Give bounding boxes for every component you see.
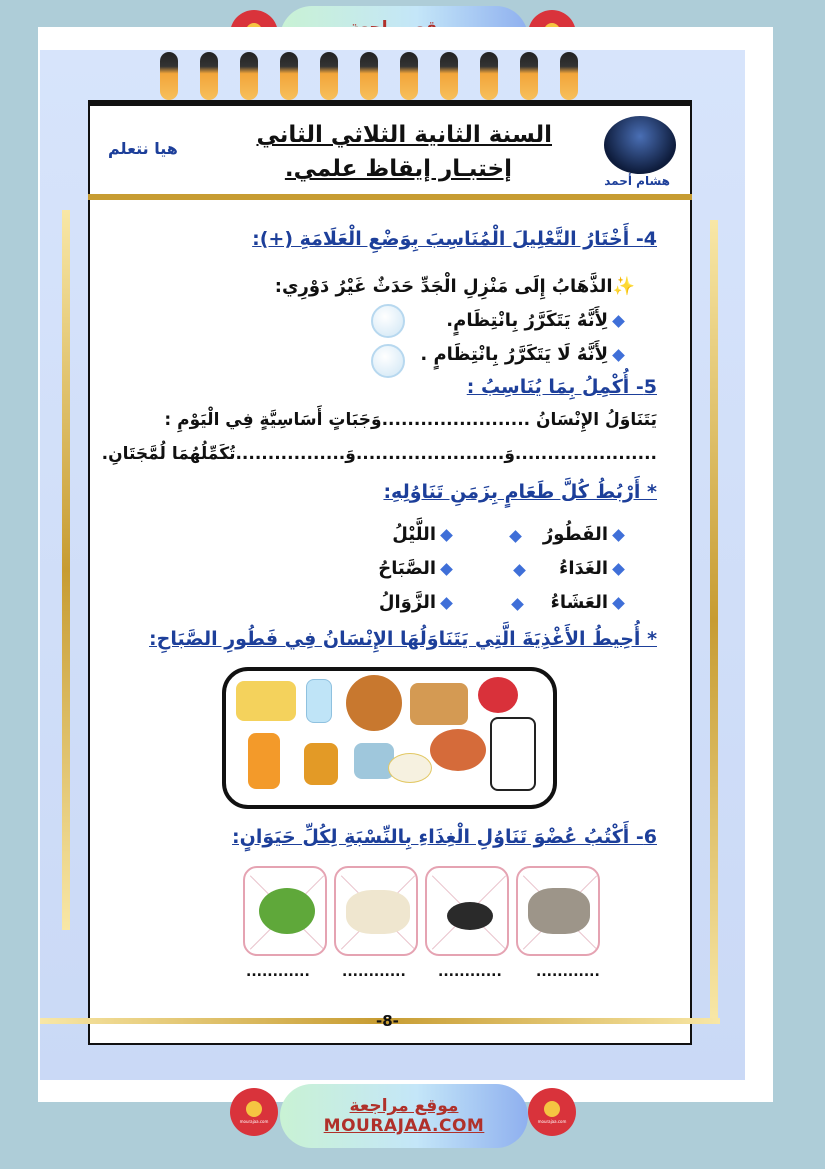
fill-in-line[interactable]: ......................وَ.......................وَ.................تُكَمِّلُهُمَا لُمَّجَتَانِ.	[101, 444, 657, 464]
binder-ring-icon	[280, 52, 298, 100]
time-item[interactable]: الزَّوَالُ	[379, 592, 457, 613]
bread-icon[interactable]	[410, 683, 468, 725]
breakfast-question-title: * أُحِيطُ الأَغْذِيَةَ الَّتِي يَتَنَاوَلُهَا الإِنْسَانُ فِي فَطُورِ الصَّبَاحِ:	[149, 628, 657, 650]
answer-circle[interactable]	[371, 304, 405, 338]
avatar	[604, 116, 676, 174]
bullet-icon	[612, 563, 625, 576]
animal-card-elephant	[516, 866, 600, 956]
bullet-icon	[612, 529, 625, 542]
worksheet-header	[88, 104, 692, 200]
page-number: -8-	[376, 1012, 399, 1030]
binder-ring-icon	[200, 52, 218, 100]
binder-ring-icon	[520, 52, 538, 100]
question-6-title: 6- أَكْتُبُ عُضْوَ تَنَاوُلِ الْغِذَاءِ بِالنِّسْبَةِ لِكُلِّ حَيَوَانٍ:	[232, 826, 657, 848]
author-name: هشام أحمد	[604, 174, 670, 188]
ostrich-icon	[447, 902, 493, 930]
bullet-icon	[612, 597, 625, 610]
answer-blank[interactable]: ............	[438, 964, 502, 980]
binder-ring-icon	[480, 52, 498, 100]
milk-bottle-icon[interactable]	[490, 717, 536, 791]
animal-card-ostrich	[425, 866, 509, 956]
bullet-icon	[440, 563, 453, 576]
bullet-icon	[612, 315, 625, 328]
water-glass-icon[interactable]	[306, 679, 332, 723]
sheep-icon	[346, 890, 410, 934]
bullet-icon	[612, 349, 625, 362]
question-4-title: 4- أَخْتَارُ التَّعْلِيلَ الْمُنَاسِبَ بِوَضْعِ الْعَلَامَةِ (+):	[252, 228, 657, 250]
binder-ring-icon	[320, 52, 338, 100]
site-name-english: MOURAJAA.COM	[323, 1116, 485, 1136]
site-name-arabic: موقع مراجعة	[349, 1096, 459, 1116]
pizza-icon[interactable]	[430, 729, 486, 771]
question-4-statement: ✨الذَّهَابُ إِلَى مَنْزِلِ الْجَدِّ حَدَثٌ غَيْرُ دَوْرِي:	[274, 276, 635, 297]
honey-jar-icon[interactable]	[304, 743, 338, 785]
link-question-title: * أَرْبُطُ كُلَّ طَعَامٍ بِزَمَنِ تَنَاوُلِهِ:	[383, 481, 657, 503]
butter-cheese-icon[interactable]	[236, 681, 296, 721]
question-4-option: لِأَنَّهُ يَتَكَرَّرُ بِانْتِظَامٍ.	[446, 310, 629, 331]
answer-blank[interactable]: ............	[536, 964, 600, 980]
animal-card-sheep	[334, 866, 418, 956]
question-5-title: 5- أُكْمِلُ بِمَا يُنَاسِبُ :	[466, 376, 657, 398]
site-logo-icon: mourajaa.com	[230, 1088, 278, 1136]
answer-blank[interactable]: ............	[342, 964, 406, 980]
site-link[interactable]	[280, 1084, 528, 1148]
bullet-icon	[440, 597, 453, 610]
site-banner-bottom[interactable]	[230, 1082, 580, 1152]
answer-blank[interactable]: ............	[246, 964, 310, 980]
meal-item[interactable]: العَشَاءُ	[551, 592, 629, 613]
time-item[interactable]: الصَّبَاحُ	[378, 558, 457, 579]
fill-in-line[interactable]: يَتَنَاوَلُ الإِنْسَانُ .......................وَجَبَاتٍ أَسَاسِيَّةٍ فِي الْيَوْمِ :	[164, 410, 657, 430]
boiled-egg-icon[interactable]	[388, 753, 432, 783]
orange-juice-icon[interactable]	[248, 733, 280, 789]
gold-border-right	[710, 220, 718, 1020]
binder-rings	[160, 52, 580, 102]
roast-chicken-icon[interactable]	[346, 675, 402, 731]
gold-border-left	[62, 210, 70, 930]
site-logo-icon: mourajaa.com	[528, 1088, 576, 1136]
yogurt-bowl-icon[interactable]	[354, 743, 394, 779]
binder-ring-icon	[560, 52, 578, 100]
question-4-option: لِأَنَّهُ لَا يَتَكَرَّرُ بِانْتِظَامٍ .	[420, 344, 629, 365]
apple-icon[interactable]	[478, 677, 518, 713]
meal-item[interactable]: الغَدَاءُ	[559, 558, 629, 579]
binder-ring-icon	[400, 52, 418, 100]
time-item[interactable]: اللَّيْلُ	[392, 524, 457, 545]
animal-card-chameleon	[243, 866, 327, 956]
food-images-box	[222, 667, 557, 809]
page-subtitle: إختبـار إيقاظ علمي.	[284, 156, 512, 182]
meal-item[interactable]: الفَطُورُ	[543, 524, 629, 545]
page-title: السنة الثانية الثلاثي الثاني	[256, 122, 552, 148]
elephant-icon	[528, 888, 590, 934]
bullet-icon	[440, 529, 453, 542]
binder-ring-icon	[240, 52, 258, 100]
header-slogan: هيا نتعلم	[108, 139, 178, 158]
binder-ring-icon	[360, 52, 378, 100]
binder-ring-icon	[160, 52, 178, 100]
chameleon-icon	[259, 888, 315, 934]
binder-ring-icon	[440, 52, 458, 100]
answer-circle[interactable]	[371, 344, 405, 378]
